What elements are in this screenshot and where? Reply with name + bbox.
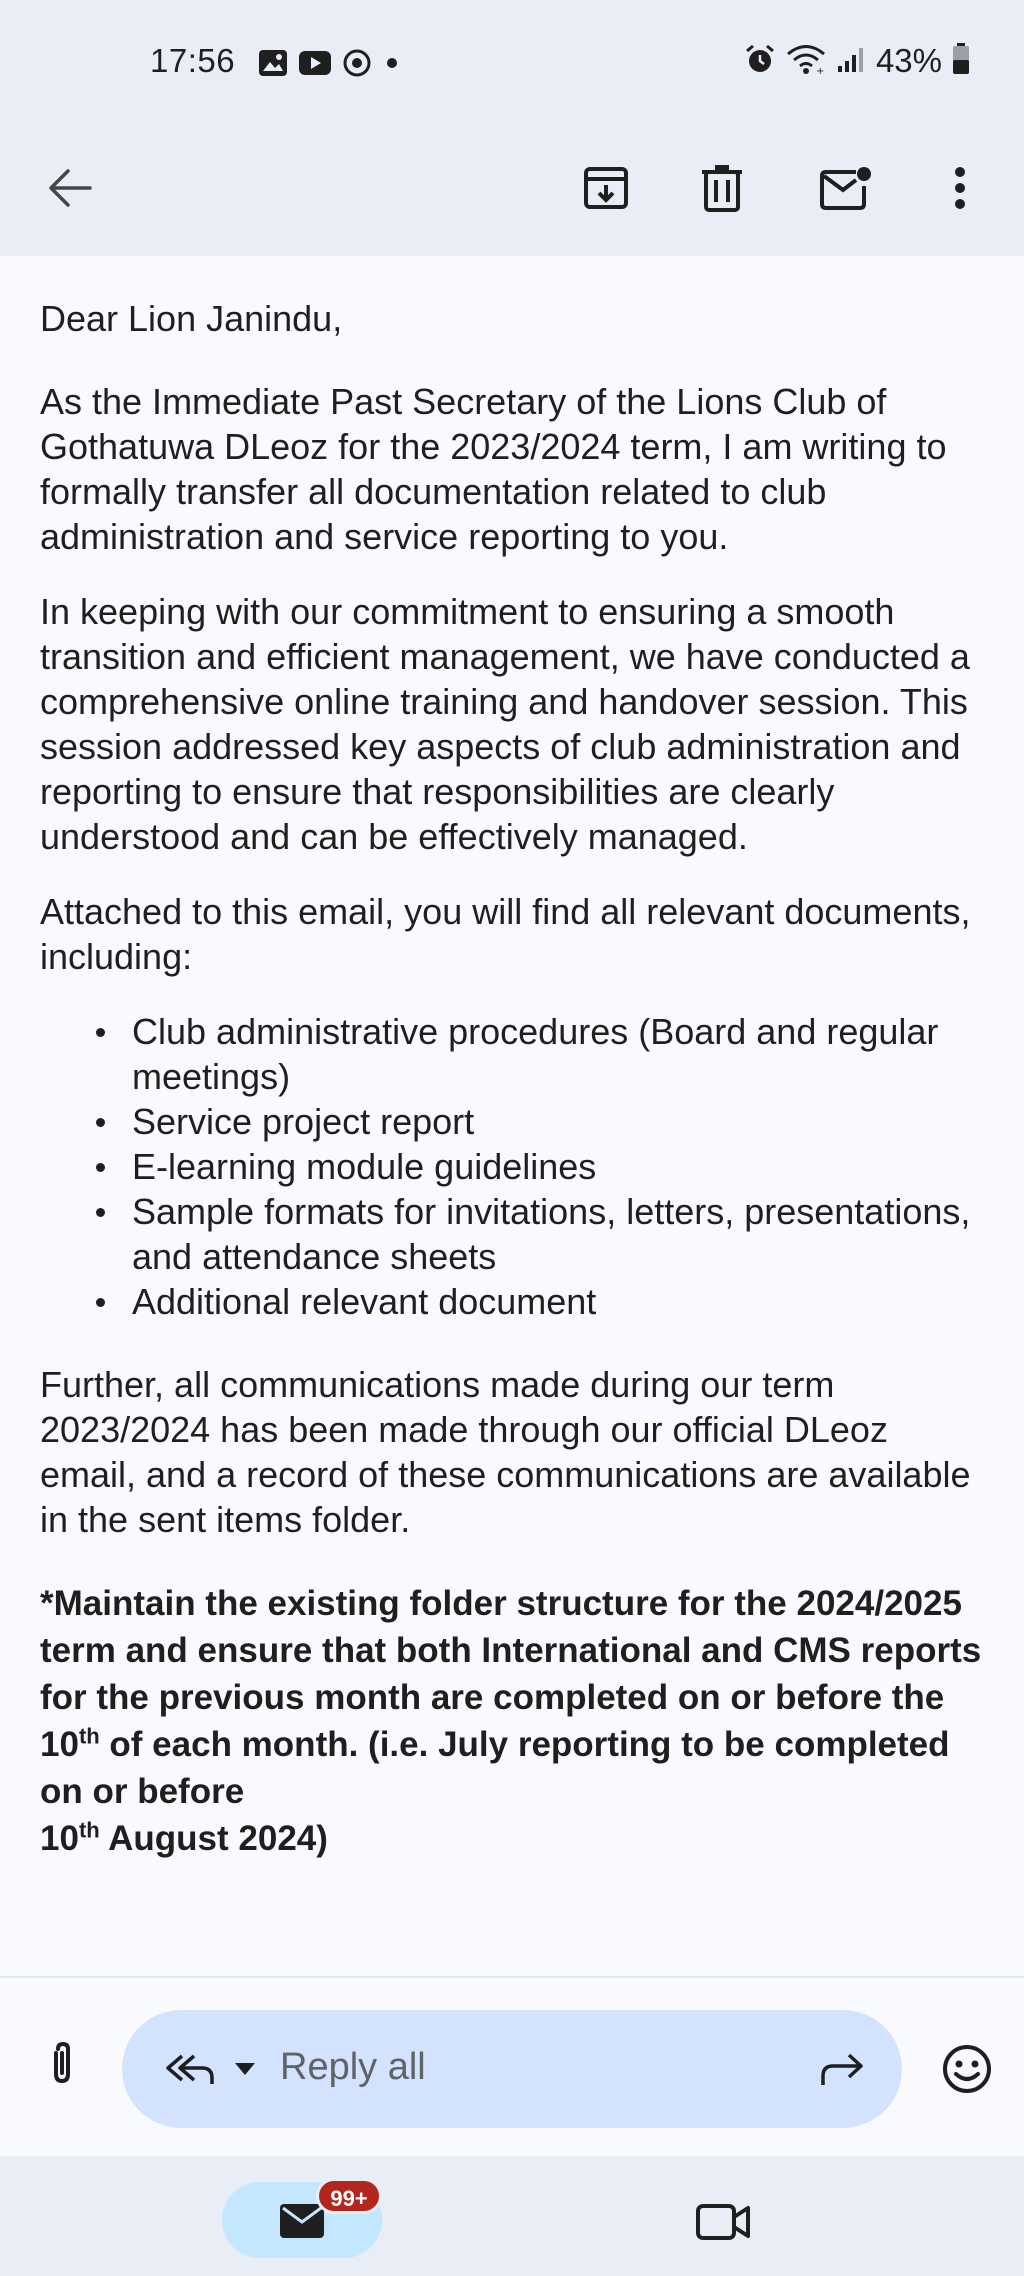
mail-tab[interactable] [222, 2182, 382, 2258]
note-text: 10 [40, 1819, 79, 1858]
status-bar [0, 0, 1024, 128]
emoji-reaction-button[interactable] [932, 2034, 1002, 2104]
wifi-icon [786, 43, 826, 80]
video-camera-icon [696, 2202, 750, 2242]
svg-text:+: + [815, 65, 825, 75]
reply-all-label: Reply all [280, 2046, 426, 2088]
list-item: Sample formats for invitations, letters, presentations, and attendance sheets [96, 1189, 990, 1279]
emoji-icon [941, 2043, 993, 2095]
battery-icon [952, 43, 970, 80]
note-text: August 2024) [99, 1819, 328, 1858]
back-arrow-icon [48, 168, 92, 208]
youtube-icon [298, 50, 332, 81]
meet-tab[interactable] [688, 2192, 758, 2252]
forward-icon [819, 2051, 865, 2087]
list-item: Service project report [96, 1099, 990, 1144]
status-left-icons [258, 48, 402, 83]
dot-icon [382, 53, 402, 78]
alarm-icon [744, 43, 776, 80]
reply-all-icon [158, 2040, 218, 2098]
signal-icon [836, 44, 866, 79]
mark-unread-button[interactable] [806, 148, 886, 228]
email-paragraph: Attached to this email, you will find all relevant documents, including: [40, 891, 971, 977]
more-vert-icon [952, 164, 968, 212]
bottom-navigation [0, 2156, 1024, 2276]
chevron-down-icon[interactable] [232, 2056, 258, 2082]
email-greeting: Dear Lion Janindu, [40, 298, 343, 339]
forward-button[interactable] [812, 2040, 872, 2098]
top-app-bar [0, 128, 1024, 256]
delete-button[interactable] [682, 148, 762, 228]
reply-all-button[interactable] [122, 2010, 902, 2128]
gallery-icon [258, 49, 288, 82]
email-paragraph: Further, all communications made during our term 2023/2024 has been made through our official DLeoz email, and a record of these communications are available in the sent items folder. [40, 1364, 971, 1540]
list-item: Additional relevant document [96, 1279, 990, 1324]
note-text: *Maintain the existing folder structure for the 2024/2025 term and ensure that both International and CMS reports for the previous month are completed on or before the 10 [40, 1584, 982, 1764]
attachments-list [96, 1009, 990, 1324]
email-bold-note [40, 1580, 990, 1862]
status-time: 17:56 [150, 42, 236, 79]
attachment-icon [49, 2041, 75, 2087]
note-superscript: th [78, 1723, 100, 1749]
delete-icon [701, 164, 743, 212]
back-button[interactable] [30, 148, 110, 228]
email-paragraph: As the Immediate Past Secretary of the Lions Club of Gothatuwa DLeoz for the 2023/2024 term, I am writing to formally transfer all documentation related to club administration and service reporting to you. [40, 381, 947, 557]
vpn-icon [342, 48, 372, 83]
email-paragraph: In keeping with our commitment to ensuring a smooth transition and efficient management, we have conducted a comprehensive online training and handover session. This session addressed key aspects of club administration and reporting to ensure that responsibilities are clearly understood and can be effectively managed. [40, 591, 970, 857]
email-body [40, 296, 990, 1892]
status-right-icons [744, 42, 970, 80]
unread-count-badge: 99+ [316, 2178, 382, 2214]
mark-unread-icon [820, 166, 872, 210]
note-superscript: th [78, 1817, 100, 1843]
attach-button[interactable] [32, 2024, 92, 2104]
archive-icon [583, 165, 629, 211]
battery-percent: 43% [875, 42, 942, 79]
divider [0, 1976, 1024, 1978]
list-item: Club administrative procedures (Board and regular meetings) [96, 1009, 990, 1099]
note-text: of each month. (i.e. July reporting to be completed on or before [40, 1725, 950, 1811]
archive-button[interactable] [566, 148, 646, 228]
list-item: E-learning module guidelines [96, 1144, 990, 1189]
more-options-button[interactable] [920, 148, 1000, 228]
